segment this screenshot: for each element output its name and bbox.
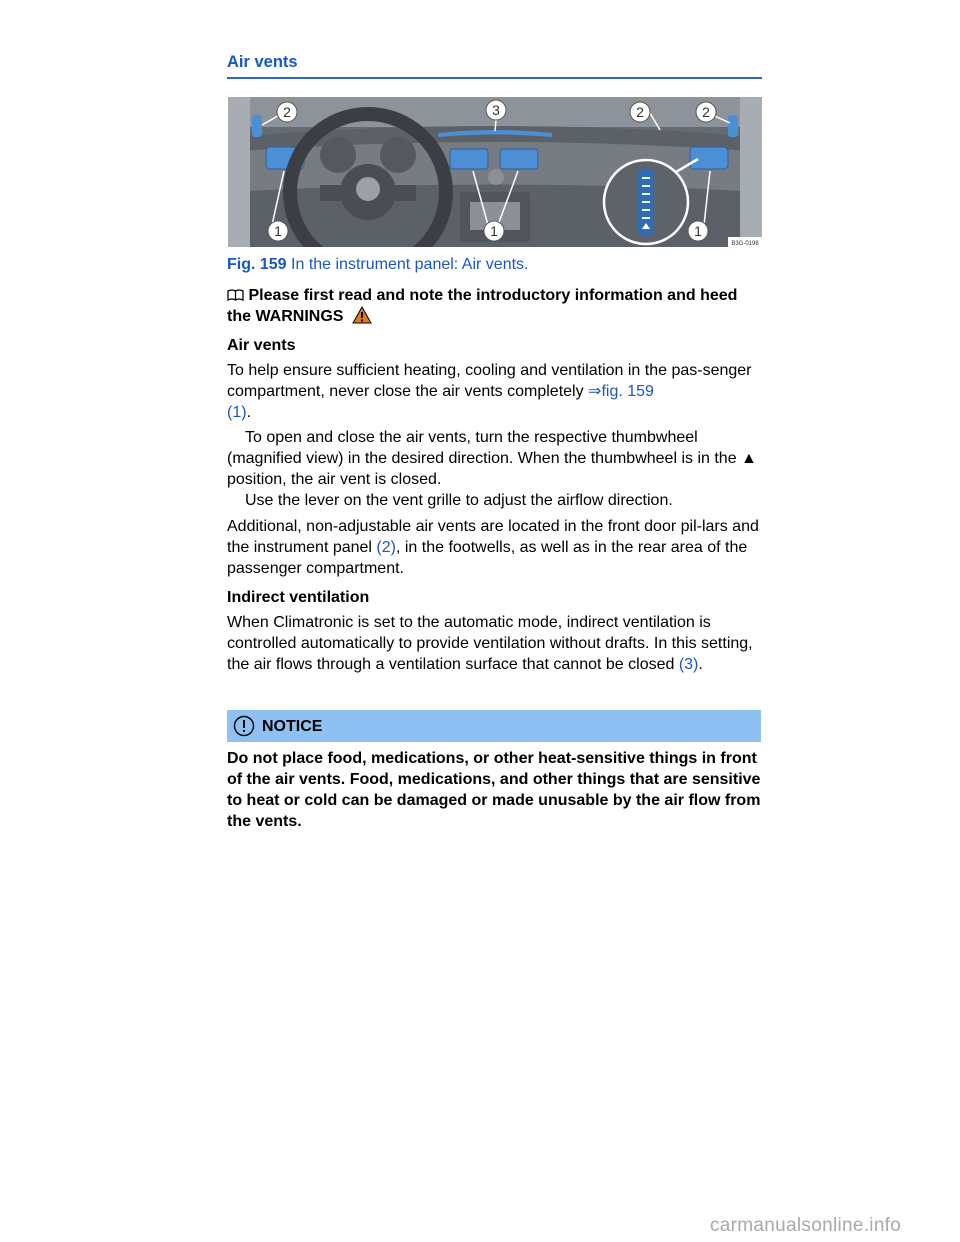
figure-caption-text: In the instrument panel: Air vents. <box>286 256 529 273</box>
notice-header <box>227 710 761 742</box>
dashboard-figure <box>228 97 762 247</box>
air-vents-heading: Air vents <box>227 337 296 354</box>
callout-2-mid <box>630 102 650 122</box>
figure-caption <box>227 256 528 274</box>
indirect-ventilation-paragraph <box>227 612 762 675</box>
fig-159-link[interactable]: ⇒fig. 159 <box>588 383 654 400</box>
air-vents-paragraph-4 <box>227 516 762 579</box>
callout-3 <box>486 100 506 120</box>
air-vents-p1-end: . <box>246 404 252 421</box>
figure-code: B3G-0198 <box>731 241 759 247</box>
exclamation-circle-icon <box>233 715 255 737</box>
closed-position-symbol: ▲ <box>741 450 757 467</box>
ref-1-link[interactable]: (1) <box>227 404 247 421</box>
callout-2-mid-label: 2 <box>636 104 644 120</box>
air-vents-paragraph-3: Use the lever on the vent grille to adjust the airflow direction. <box>245 492 673 509</box>
callout-3-label: 3 <box>492 102 500 118</box>
ref-2-link[interactable]: (2) <box>376 539 396 556</box>
air-vents-p4b: , in the footwells, as well as in the rear area of the passenger compartment. <box>227 539 748 577</box>
air-vents-paragraph-2 <box>227 427 762 490</box>
air-vents-p4a: Additional, non-adjustable air vents are located in the front door pil-lars and the instrument panel <box>227 518 759 556</box>
intro-text: Please first read and note the introductory information and heed the WARNINGS <box>227 287 738 325</box>
section-title: Air vents <box>227 53 762 79</box>
callout-1-left-label: 1 <box>274 223 282 239</box>
dashboard-illustration <box>228 97 762 247</box>
callout-1-center-label: 1 <box>490 223 498 239</box>
indirect-ventilation-heading: Indirect ventilation <box>227 589 370 606</box>
book-icon <box>227 289 244 301</box>
callout-2-left-label: 2 <box>283 104 291 120</box>
callout-2-right-label: 2 <box>702 104 710 120</box>
air-vents-p2b: position, the air vent is closed. <box>227 471 442 488</box>
intro-note <box>227 285 762 327</box>
indirect-p-text: When Climatronic is set to the automatic mode, indirect ventilation is controlled automatically to provide ventilation without drafts. In this setting, the air flows through a ventilation surface that cannot be closed <box>227 614 753 673</box>
callout-2-right <box>696 102 716 122</box>
callout-1-left <box>268 221 288 241</box>
notice-label: NOTICE <box>262 718 323 735</box>
callout-1-center <box>484 221 504 241</box>
figure-caption-label: Fig. 159 <box>227 256 287 273</box>
warning-triangle-icon <box>352 306 372 324</box>
callout-1-right <box>688 221 708 241</box>
notice-text: Do not place food, medications, or other heat-sensitive things in front of the air vents. Food, medications, and other things that are sensitive to heat or cold can be damaged or made unusable by the air flow from the vents. <box>227 750 761 830</box>
air-vents-p1-text: To help ensure sufficient heating, cooling and ventilation in the pas-senger compartment, never close the air vents completely <box>227 362 752 400</box>
watermark: carmanualsonline.info <box>710 1215 902 1236</box>
callout-1-right-label: 1 <box>694 223 702 239</box>
indirect-p-end: . <box>698 656 703 673</box>
air-vents-p2a: To open and close the air vents, turn the respective thumbwheel (magnified view) in the desired direction. When the thumbwheel is in the <box>227 429 742 467</box>
ref-3-link[interactable]: (3) <box>678 656 699 673</box>
callout-2-left <box>277 102 297 122</box>
air-vents-paragraph-1 <box>227 360 762 423</box>
